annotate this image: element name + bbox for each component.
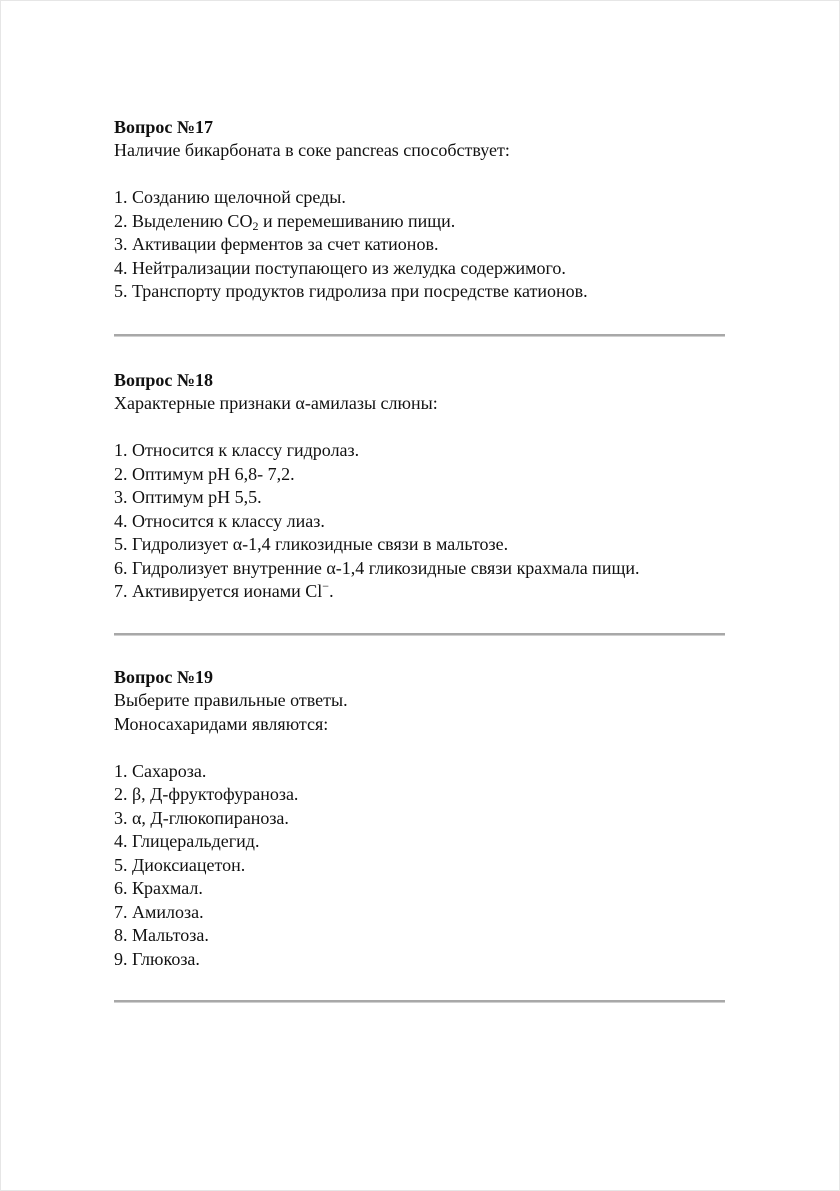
- answer-item: 4. Глицеральдегид.: [114, 831, 260, 851]
- answer-text-part: 7. Активируется ионами Cl: [114, 581, 323, 601]
- answer-item: 2. Оптимум pH 6,8- 7,2.: [114, 463, 295, 484]
- answer-text-part: .: [329, 581, 334, 601]
- answer-text-part: и перемешиванию пищи.: [258, 210, 456, 231]
- superscript: −: [322, 579, 330, 593]
- answer-list: [114, 760, 734, 972]
- answer-item: 5. Транспорту продуктов гидролиза при посредстве катионов.: [114, 281, 588, 301]
- answer-item: [114, 210, 734, 234]
- subscript: 2: [252, 218, 259, 233]
- question-title: Вопрос №19: [114, 667, 213, 687]
- answer-item: [114, 580, 734, 604]
- section-divider: [114, 1000, 725, 1003]
- answer-item: 6. Крахмал.: [114, 878, 203, 898]
- answer-item: 3. α, Д-глюкопираноза.: [114, 807, 289, 828]
- question-17: [114, 115, 734, 304]
- question-text: Моносахаридами являются:: [114, 713, 329, 734]
- question-18: [114, 368, 734, 604]
- question-text: Выберите правильные ответы.: [114, 690, 348, 710]
- answer-item: 2. β, Д-фруктофураноза.: [114, 784, 299, 804]
- question-title: Вопрос №18: [114, 370, 213, 390]
- section-divider: [114, 334, 725, 337]
- answer-item: 9. Глюкоза.: [114, 948, 200, 969]
- section-divider: [114, 633, 725, 636]
- question-19: [114, 665, 734, 971]
- answer-item: 3. Оптимум pH 5,5.: [114, 487, 262, 507]
- answer-item: 3. Активации ферментов за счет катионов.: [114, 234, 439, 254]
- question-text: Характерные признаки α-амилазы слюны:: [114, 393, 438, 413]
- question-text: Наличие бикарбоната в соке pancreas способствует:: [114, 140, 510, 160]
- answer-item: 5. Гидролизует α-1,4 гликозидные связи в мальтозе.: [114, 534, 509, 554]
- answer-text-part: 2. Выделению CO: [114, 210, 253, 231]
- answer-list: [114, 186, 734, 304]
- answer-item: 1. Созданию щелочной среды.: [114, 187, 346, 207]
- answer-item: 8. Мальтоза.: [114, 925, 209, 945]
- question-title: Вопрос №17: [114, 117, 213, 137]
- answer-list: [114, 439, 734, 604]
- answer-item: 6. Гидролизует внутренние α-1,4 гликозидные связи крахмала пищи.: [114, 557, 640, 578]
- answer-item: 5. Диоксиацетон.: [114, 854, 246, 875]
- answer-item: 1. Сахароза.: [114, 760, 207, 781]
- answer-item: 4. Относится к классу лиаз.: [114, 510, 325, 531]
- answer-item: 7. Амилоза.: [114, 901, 204, 922]
- answer-item: 1. Относится к классу гидролаз.: [114, 440, 360, 460]
- answer-item: 4. Нейтрализации поступающего из желудка содержимого.: [114, 257, 566, 278]
